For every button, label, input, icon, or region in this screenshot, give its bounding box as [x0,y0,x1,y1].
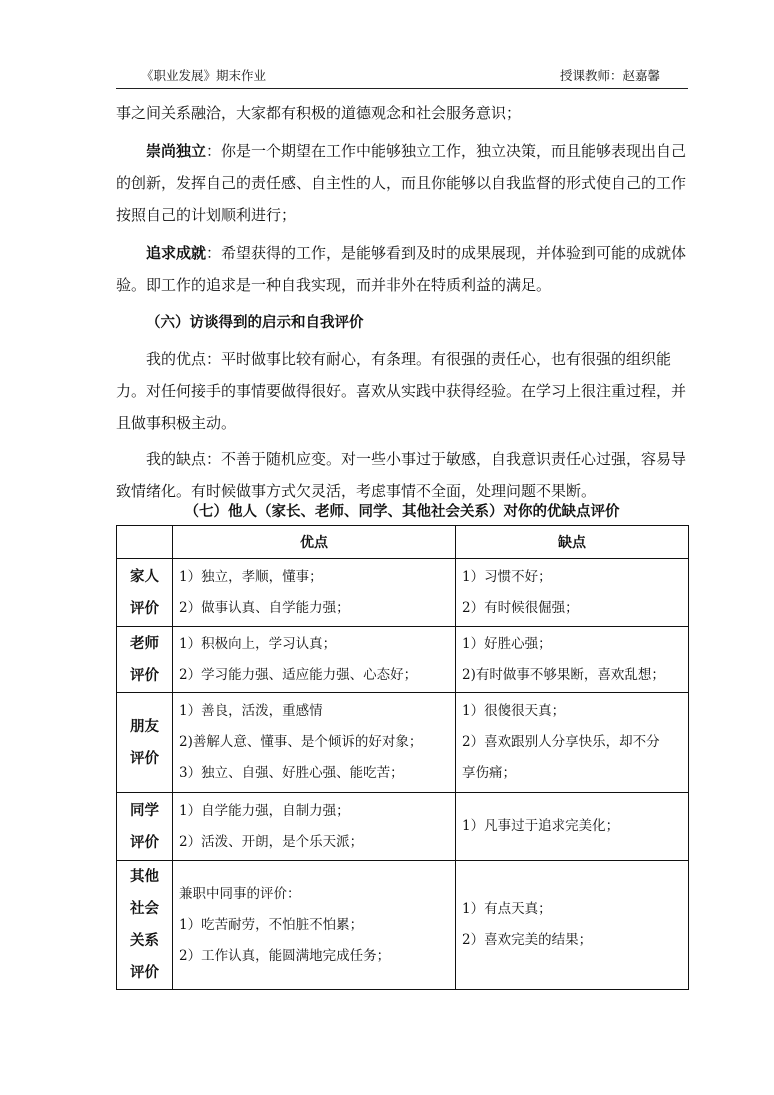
cons-line: 1）好胜心强； [462,635,552,652]
row-label-line: 评价 [130,965,159,981]
pros-line: 2）活泼、开朗，是个乐天派； [179,833,364,850]
pros-line: 1）善良，活泼，重感情 [179,703,323,719]
cons-cell [456,793,689,861]
row-label [117,793,173,861]
term-independence: 崇尚独立 [146,142,207,160]
table-title: （七）他人（家长、老师、同学、其他社会关系）对你的优缺点评价 [184,504,620,520]
page-header [141,66,660,88]
row-label-line: 朋友 [130,718,159,735]
evaluation-table [116,525,689,990]
cons-cell [456,627,689,693]
row-label [117,627,173,693]
paragraph-weaknesses: 我的缺点：不善于随机应变。对一些小事过于敏感，自我意识责任心过强，容易导致情绪化。有时候做事方式欠灵活，考虑事情不全面，处理问题不果断。 [116,450,687,500]
header-rule [116,88,688,89]
header-course-title: 《职业发展》期末作业 [141,68,267,83]
row-label-line: 关系 [130,933,159,949]
cons-line: 1）有点天真； [462,901,552,917]
cons-line: 2）喜欢跟别人分享快乐，却不分 [462,734,660,750]
text-achievement: ：希望获得的工作，是能够看到及时的成果展现，并体验到可能的成就体验。即工作的追求是一种自我实现，而并非外在特质利益的满足。 [116,244,687,294]
body-text [116,97,688,507]
pros-line: 1）独立，孝顺，懂事； [179,568,323,585]
pros-line: 3）独立、自强、好胜心强、能吃苦； [179,765,404,781]
pros-line: 1）吃苦耐劳，不怕脏不怕累； [179,916,364,933]
cons-line: 1）习惯不好； [462,568,552,585]
table-row [117,627,689,693]
header-cell-pros: 优点 [173,526,456,559]
pros-line: 2)善解人意、懂事、是个倾诉的好对象； [179,734,423,750]
pros-line: 兼职中同事的评价： [179,885,301,902]
row-label-line: 老师 [130,635,159,652]
row-label [117,693,173,793]
row-label-line: 同学 [130,802,159,819]
cons-line: 2）喜欢完美的结果； [462,932,593,948]
pros-line: 2）工作认真，能圆满地完成任务； [179,947,391,964]
section-heading-6: （六）访谈得到的启示和自我评价 [146,315,364,331]
cons-line: 2）有时候很倔强； [462,599,579,616]
row-label-line: 评价 [130,667,159,684]
pros-line: 2）学习能力强、适应能力强、心态好； [179,666,418,683]
cons-line: 1）凡事过于追求完美化； [462,818,620,834]
cons-line: 享伤痛； [462,765,516,781]
pros-line: 1）积极向上，学习认真； [179,635,337,652]
pros-line: 1）自学能力强，自制力强； [179,802,350,819]
table-row [117,793,689,861]
pros-cell [173,559,456,627]
table-row [117,559,689,627]
header-cell-empty [117,526,173,559]
row-label [117,861,173,990]
paragraph-strengths: 我的优点：平时做事比较有耐心，有条理。有很强的责任心，也有很强的组织能力。对任何接手的事情要做得很好。喜欢从实践中获得经验。在学习上很注重过程，并且做事积极主动。 [116,350,687,432]
text-independence: ：你是一个期望在工作中能够独立工作，独立决策，而且能够表现出自己的创新，发挥自己的责任感、自主性的人，而且你能够以自我监督的形式使自己的工作按照自己的计划顺利进行； [116,142,687,224]
row-label-line: 其他 [130,869,159,885]
cons-cell [456,559,689,627]
header-teacher: 授课教师：赵嘉馨 [559,68,660,83]
cons-line: 2)有时做事不够果断，喜欢乱想； [462,666,665,683]
cons-cell [456,861,689,990]
row-label-line: 评价 [130,834,159,851]
row-label [117,559,173,627]
row-label-line: 评价 [130,600,159,617]
table-row [117,861,689,990]
pros-cell [173,793,456,861]
paragraph-continuation: 事之间关系融洽，大家都有积极的道德观念和社会服务意识； [116,104,522,122]
row-label-line: 家人 [130,568,159,585]
cons-line: 1）很傻很天真； [462,703,566,719]
pros-cell [173,693,456,793]
cons-cell [456,693,689,793]
pros-line: 2）做事认真、自学能力强； [179,599,350,616]
header-cell-cons: 缺点 [456,526,689,559]
pros-cell [173,861,456,990]
row-label-line: 社会 [130,901,159,917]
row-label-line: 评价 [130,750,159,767]
term-achievement: 追求成就 [146,244,207,262]
paragraph-independence [116,135,688,231]
pros-cell [173,627,456,693]
paragraph-achievement [116,237,688,301]
table-header-row [117,526,689,559]
table-row [117,693,689,793]
